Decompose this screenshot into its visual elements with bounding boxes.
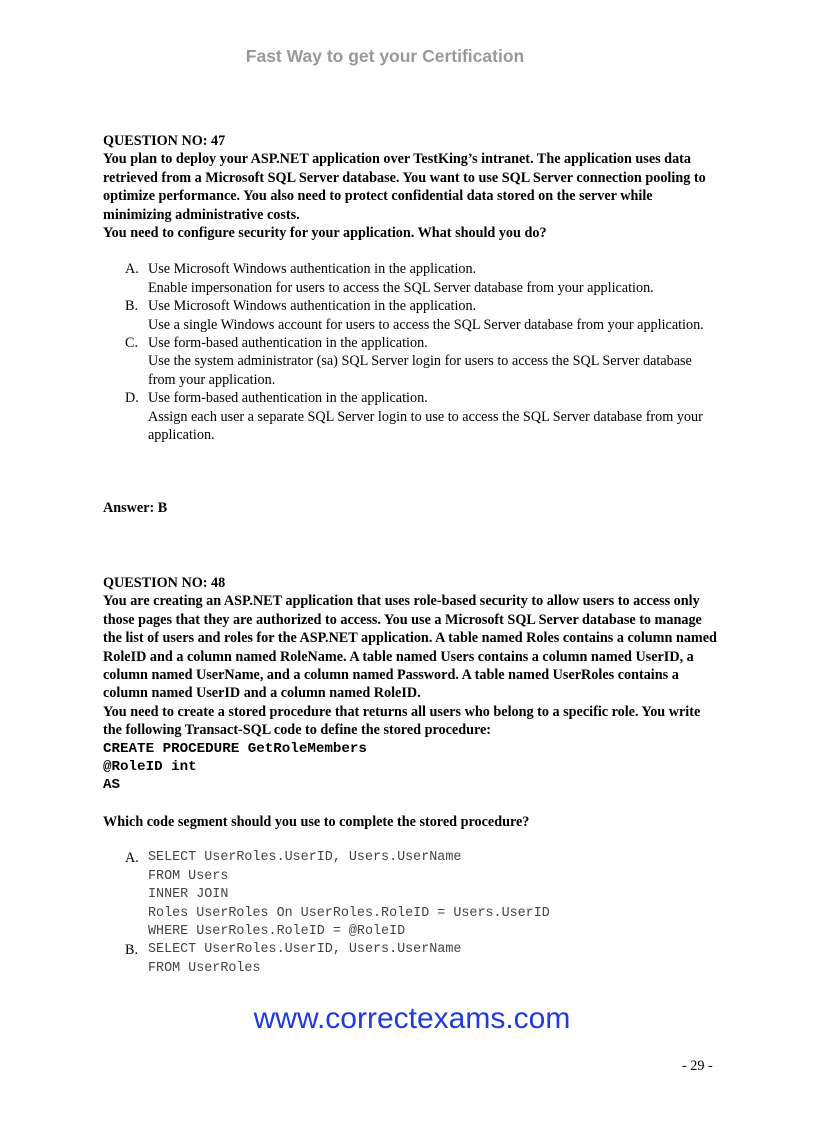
option-line: Use Microsoft Windows authentication in the application. <box>148 298 477 315</box>
page-header-title: Fast Way to get your Certification <box>245 46 525 66</box>
option-line: Use form-based authentication in the application. <box>148 335 428 352</box>
code-line: FROM Users <box>148 868 229 884</box>
page-number: - 29 - <box>682 1058 713 1074</box>
code-line: INNER JOIN <box>148 887 229 903</box>
option-letter: C. <box>125 335 139 352</box>
code-line: SELECT UserRoles.UserID, Users.UserName <box>148 942 462 958</box>
option-letter: D. <box>125 390 139 407</box>
question-text: You plan to deploy your ASP.NET application over TestKing’s intranet. The application uses data retrieved from a Microsoft SQL Server database. You want to use SQL Server connection pooling to optimize performance. You also need to protect confidential data stored on the server while minimizing administrative costs. <box>103 151 706 223</box>
option-letter: A. <box>125 261 139 278</box>
option-d <box>103 389 718 444</box>
question-48 <box>103 574 718 978</box>
option-line: Use the system administrator (sa) SQL Server login for users to access the SQL Server database from your application. <box>148 353 692 388</box>
option-a <box>103 849 718 941</box>
option-line: Assign each user a separate SQL Server login to use to access the SQL Server database from your application. <box>148 408 703 444</box>
code-line: SELECT UserRoles.UserID, Users.UserName <box>148 850 462 866</box>
question-text-2: You need to create a stored procedure that returns all users who belong to a specific role. You write the following Transact-SQL code to define the stored procedure: <box>103 703 701 739</box>
option-b <box>103 297 718 334</box>
option-c <box>103 334 718 389</box>
question-number: QUESTION NO: 48 <box>103 575 226 591</box>
code-line: @RoleID int <box>103 759 197 776</box>
option-letter: B. <box>125 942 139 959</box>
code-line: CREATE PROCEDURE GetRoleMembers <box>103 740 367 757</box>
footer-website-link[interactable]: www.correctexams.com <box>253 1002 571 1035</box>
option-code <box>148 849 718 941</box>
option-letter: A. <box>125 850 139 867</box>
option-letter: B. <box>125 298 139 315</box>
option-b <box>103 941 718 978</box>
question-text: You are creating an ASP.NET application that uses role-based security to allow users to access only those pages that they are authorized to access. You use a Microsoft SQL Server database to manage the list of users and roles for the ASP.NET application. A table named Roles contains a column named RoleID and a column named RoleName. A table named Users contains a column named UserID, a column named UserName, and a column named Password. A table named UserRoles contains a column named UserID and a column named RoleID. <box>103 593 717 702</box>
code-line: AS <box>103 777 121 794</box>
code-line: Roles UserRoles On UserRoles.RoleID = Users.UserID <box>148 905 550 921</box>
code-line: WHERE UserRoles.RoleID = @RoleID <box>148 923 406 939</box>
answer-options <box>103 260 718 444</box>
question-47 <box>103 132 718 445</box>
question-prompt: Which code segment should you use to complete the stored procedure? <box>103 813 530 830</box>
option-a <box>103 260 718 297</box>
answer-options <box>103 849 718 978</box>
option-line: Use a single Windows account for users to access the SQL Server database from your application. <box>148 316 704 333</box>
option-line: Use form-based authentication in the application. <box>148 390 428 407</box>
code-line: FROM UserRoles <box>148 960 261 976</box>
option-line: Enable impersonation for users to access the SQL Server database from your application. <box>148 279 654 296</box>
option-code <box>148 941 718 978</box>
answer-label: Answer: B <box>103 500 168 516</box>
question-number: QUESTION NO: 47 <box>103 133 226 149</box>
question-prompt: You need to configure security for your application. What should you do? <box>103 225 547 242</box>
option-line: Use Microsoft Windows authentication in the application. <box>148 261 477 278</box>
